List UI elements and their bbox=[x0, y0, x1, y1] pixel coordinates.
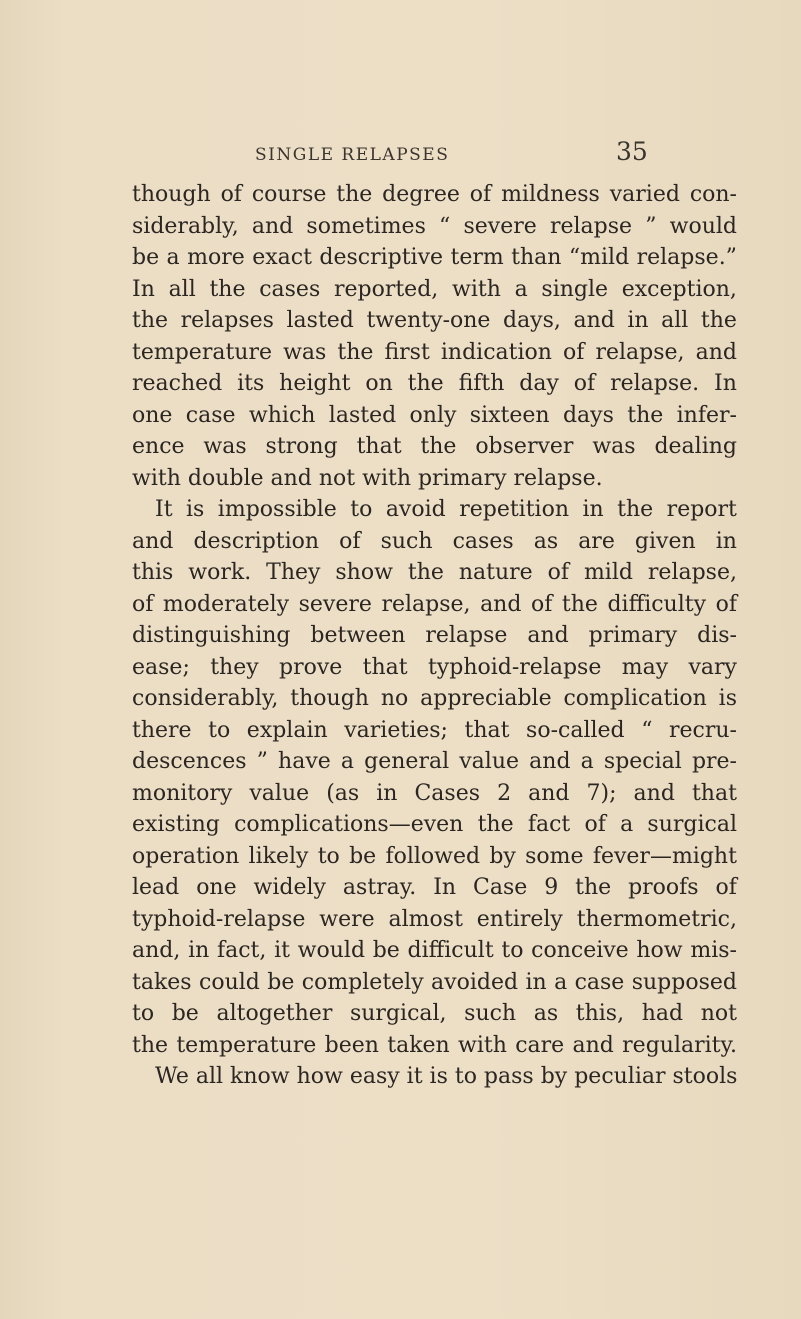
text-line: ence was strong that the observer was dealing bbox=[132, 434, 737, 459]
running-title: SINGLE RELAPSES bbox=[255, 145, 450, 165]
text-line: operation likely to be followed by some fever—might bbox=[132, 843, 737, 869]
text-line: though of course the degree of mildness varied con- bbox=[132, 182, 737, 207]
paragraph-end-line: with double and not with primary relapse. bbox=[132, 465, 603, 491]
page-number: 35 bbox=[616, 137, 648, 166]
text-line: monitory value (as in Cases 2 and 7); and that bbox=[132, 780, 737, 806]
text-line: considerably, though no appreciable complication is bbox=[132, 686, 737, 711]
text-line: lead one widely astray. In Case 9 the proofs of bbox=[132, 875, 737, 900]
text-line: reached its height on the fifth day of relapse. In bbox=[132, 371, 737, 396]
text-line: one case which lasted only sixteen days the infer- bbox=[132, 402, 737, 428]
text-line: to be altogether surgical, such as this, had not bbox=[132, 1001, 737, 1026]
text-line: temperature was the first indication of relapse, and bbox=[132, 339, 737, 365]
text-line: this work. They show the nature of mild relapse, bbox=[132, 560, 737, 585]
text-line: ease; they prove that typhoid-relapse may vary bbox=[132, 654, 737, 680]
paragraph-start-line: It is impossible to avoid repetition in the report bbox=[155, 497, 737, 522]
text-line: distinguishing between relapse and primary dis- bbox=[132, 623, 737, 648]
text-line: of moderately severe relapse, and of the difficulty of bbox=[132, 591, 737, 617]
text-line: be a more exact descriptive term than “mild relapse.” bbox=[132, 245, 737, 270]
text-line: siderably, and sometimes “ severe relapse ” would bbox=[132, 213, 737, 239]
text-line: and description of such cases as are given in bbox=[132, 528, 737, 554]
text-line: existing complications—even the fact of a surgical bbox=[132, 812, 737, 837]
text-line: the temperature been taken with care and regularity. bbox=[132, 1032, 737, 1058]
text-line: the relapses lasted twenty-one days, and in all the bbox=[132, 308, 737, 333]
body-text bbox=[132, 179, 737, 1093]
text-line: In all the cases reported, with a single exception, bbox=[132, 276, 737, 302]
text-line: typhoid-relapse were almost entirely thermometric, bbox=[132, 906, 737, 932]
text-line: and, in fact, it would be difficult to conceive how mis- bbox=[132, 938, 737, 963]
text-line: there to explain varieties; that so-called “ recru- bbox=[132, 717, 737, 743]
text-line: descences ” have a general value and a special pre- bbox=[132, 749, 737, 774]
text-line: takes could be completely avoided in a case supposed bbox=[132, 969, 737, 995]
text-line: We all know how easy it is to pass by peculiar stools bbox=[155, 1064, 738, 1089]
running-head bbox=[0, 137, 801, 173]
